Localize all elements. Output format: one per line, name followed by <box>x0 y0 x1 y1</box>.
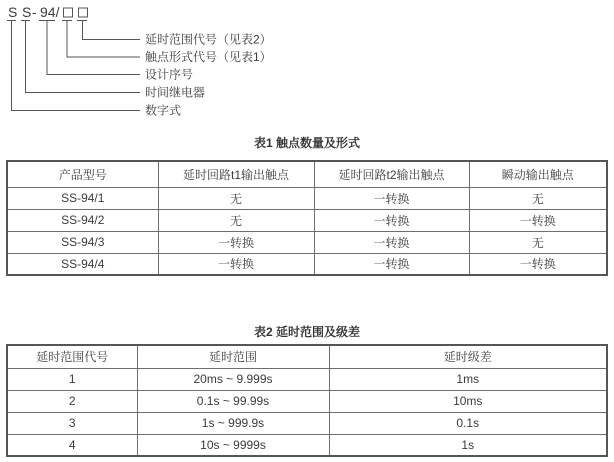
diagram-label-design-serial: 设计序号 <box>145 67 194 82</box>
table-row <box>7 209 607 231</box>
table1-header-row <box>7 161 607 187</box>
table1-cell: 一转换 <box>314 209 469 231</box>
table2-cell: 1 <box>7 368 137 390</box>
leader-line-box2 <box>83 21 141 40</box>
table-row <box>7 412 607 434</box>
table2-cell: 3 <box>7 412 137 434</box>
table1-cell: 一转换 <box>314 187 469 209</box>
table1-cell: 无 <box>158 187 314 209</box>
table1-cell: 一转换 <box>158 253 314 275</box>
table-row <box>7 434 607 456</box>
table1-cell: SS-94/3 <box>7 231 158 253</box>
table-row <box>7 231 607 253</box>
table1-cell: 一转换 <box>469 209 607 231</box>
table1-title: 表1 触点数量及形式 <box>253 136 360 150</box>
table2-title: 表2 延时范围及级差 <box>253 325 360 339</box>
table2-cell: 0.1s ~ 99.99s <box>137 390 329 412</box>
leader-line-box1 <box>67 21 140 58</box>
table1-cell: 一转换 <box>158 231 314 253</box>
table2-cell: 10s ~ 9999s <box>137 434 329 456</box>
digit-box-2 <box>79 8 88 17</box>
table1-header-t1-output: 延时回路t1输出触点 <box>158 161 314 187</box>
diagram-label-time-relay: 时间继电器 <box>145 85 206 100</box>
table2-cell: 2 <box>7 390 137 412</box>
diagram-label-delay-range-code: 延时范围代号（见表2） <box>145 32 272 47</box>
diagram-label-contact-form-code: 触点形式代号（见表1） <box>145 50 272 64</box>
diagram-label-digital-type: 数字式 <box>145 103 182 118</box>
table1-cell: SS-94/4 <box>7 253 158 275</box>
model-code-dash: - <box>32 4 37 20</box>
table1-header-instant-output: 瞬动输出触点 <box>469 161 607 187</box>
table1-header-t2-output: 延时回路t2输出触点 <box>314 161 469 187</box>
leader-line-s1 <box>12 21 141 111</box>
table1-cell: 一转换 <box>314 253 469 275</box>
table1-header-product-model: 产品型号 <box>7 161 158 187</box>
table1-cell: 一转换 <box>469 253 607 275</box>
table-row <box>7 253 607 275</box>
model-code-letter-1: S <box>8 4 18 20</box>
table2-cell: 4 <box>7 434 137 456</box>
table2-cell: 1s <box>329 434 607 456</box>
table2-cell: 10ms <box>329 390 607 412</box>
table1-cell: 无 <box>158 209 314 231</box>
table2-cell: 20ms ~ 9.999s <box>137 368 329 390</box>
table1-cell: 无 <box>469 187 607 209</box>
table2-cell: 0.1s <box>329 412 607 434</box>
table1-cell: SS-94/2 <box>7 209 158 231</box>
model-code-diagram <box>0 0 614 126</box>
table-row <box>7 368 607 390</box>
table2-delay-ranges <box>6 344 608 457</box>
model-code-series: 94/ <box>40 4 60 20</box>
table2-cell: 1ms <box>329 368 607 390</box>
table1-contact-forms <box>6 160 608 276</box>
table2-header-row <box>7 345 607 368</box>
table-row <box>7 390 607 412</box>
model-code-letter-2: S <box>22 4 32 20</box>
digit-box-1 <box>64 8 73 17</box>
table1-cell: SS-94/1 <box>7 187 158 209</box>
table2-cell: 1s ~ 999.9s <box>137 412 329 434</box>
table2-header-range: 延时范围 <box>137 345 329 368</box>
table2-header-step: 延时级差 <box>329 345 607 368</box>
leader-line-series <box>47 21 140 75</box>
table1-cell: 一转换 <box>314 231 469 253</box>
table2-header-range-code: 延时范围代号 <box>7 345 137 368</box>
table-row <box>7 187 607 209</box>
table1-cell: 无 <box>469 231 607 253</box>
